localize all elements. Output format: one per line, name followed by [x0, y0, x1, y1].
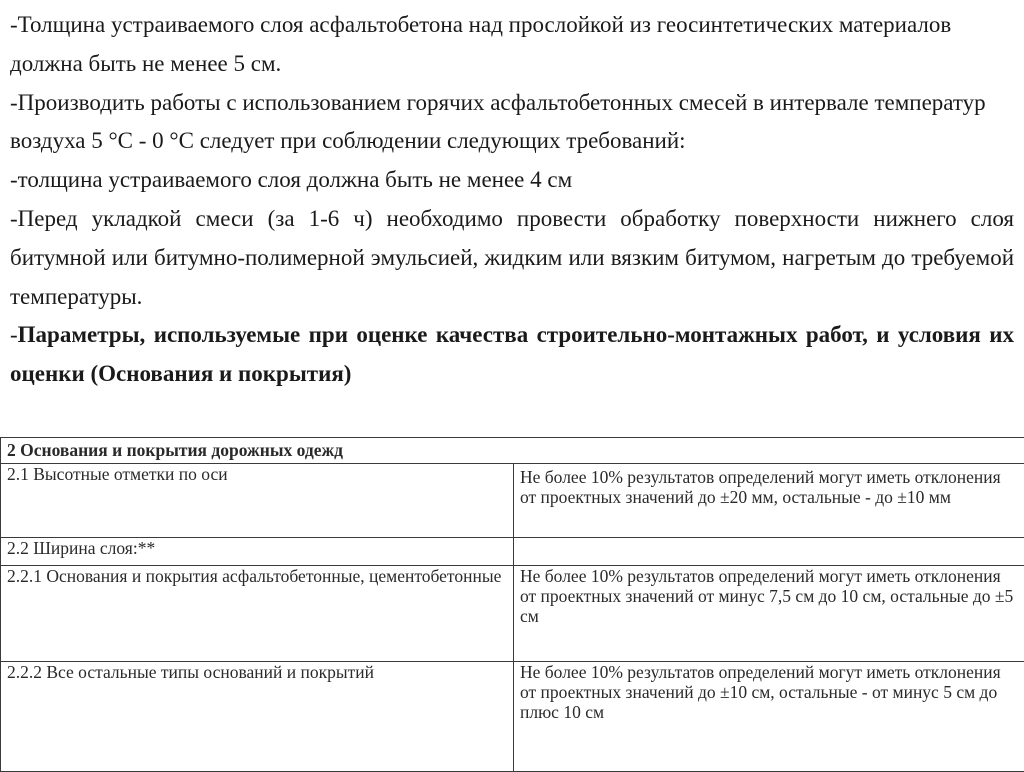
- table-row: [1, 662, 1024, 772]
- paragraph-quality-parameters-dash: -: [10, 322, 18, 347]
- table-row: [1, 464, 1024, 538]
- paragraph-quality-parameters-heading: Параметры, используемые при оценке качества строительно-монтажных работ, и условия их оценки (Основания и покрытия): [10, 322, 1014, 386]
- table-cell-parameter: 2.2.2 Все остальные типы оснований и покрытий: [1, 662, 514, 772]
- table-header-row: [1, 438, 1024, 464]
- table-cell-condition: [514, 538, 1024, 566]
- paragraph-quality-parameters: [10, 316, 1014, 394]
- paragraph-hot-mix-temperature: -Производить работы с использованием горячих асфальтобетонных смесей в интервале температур воздуха 5 °С - 0 °С следует при соблюдении следующих требований:: [10, 84, 1014, 162]
- paragraph-min-layer-thickness: -толщина устраиваемого слоя должна быть не менее 4 см: [10, 161, 1014, 200]
- table-cell-condition: Не более 10% результатов определений могут иметь отклонения от проектных значений от минус 7,5 см до 10 см, остальные до ±5 см: [514, 566, 1024, 662]
- table-header-cell: 2 Основания и покрытия дорожных одежд: [1, 438, 1024, 464]
- table-cell-condition: Не более 10% результатов определений могут иметь отклонения от проектных значений до ±10 см, остальные - от минус 5 см до плюс 10 см: [514, 662, 1024, 772]
- quality-parameters-table: [0, 437, 1024, 772]
- table-cell-parameter: 2.1 Высотные отметки по оси: [1, 464, 514, 538]
- table-cell-condition: Не более 10% результатов определений могут иметь отклонения от проектных значений до ±20 мм, остальные - до ±10 мм: [514, 464, 1024, 538]
- table-cell-parameter: 2.2.1 Основания и покрытия асфальтобетонные, цементобетонные: [1, 566, 514, 662]
- table-cell-parameter: 2.2 Ширина слоя:**: [1, 538, 514, 566]
- table-row: [1, 538, 1024, 566]
- paragraph-surface-treatment: -Перед укладкой смеси (за 1-6 ч) необходимо провести обработку поверхности нижнего слоя битумной или битумно-полимерной эмульсией, жидким или вязким битумом, нагретым до требуемой температуры.: [10, 200, 1014, 316]
- paragraph-asphalt-layer-thickness: -Толщина устраиваемого слоя асфальтобетона над прослойкой из геосинтетических материалов должна быть не менее 5 см.: [10, 6, 1014, 84]
- table-row: [1, 566, 1024, 662]
- document-text: [10, 6, 1014, 394]
